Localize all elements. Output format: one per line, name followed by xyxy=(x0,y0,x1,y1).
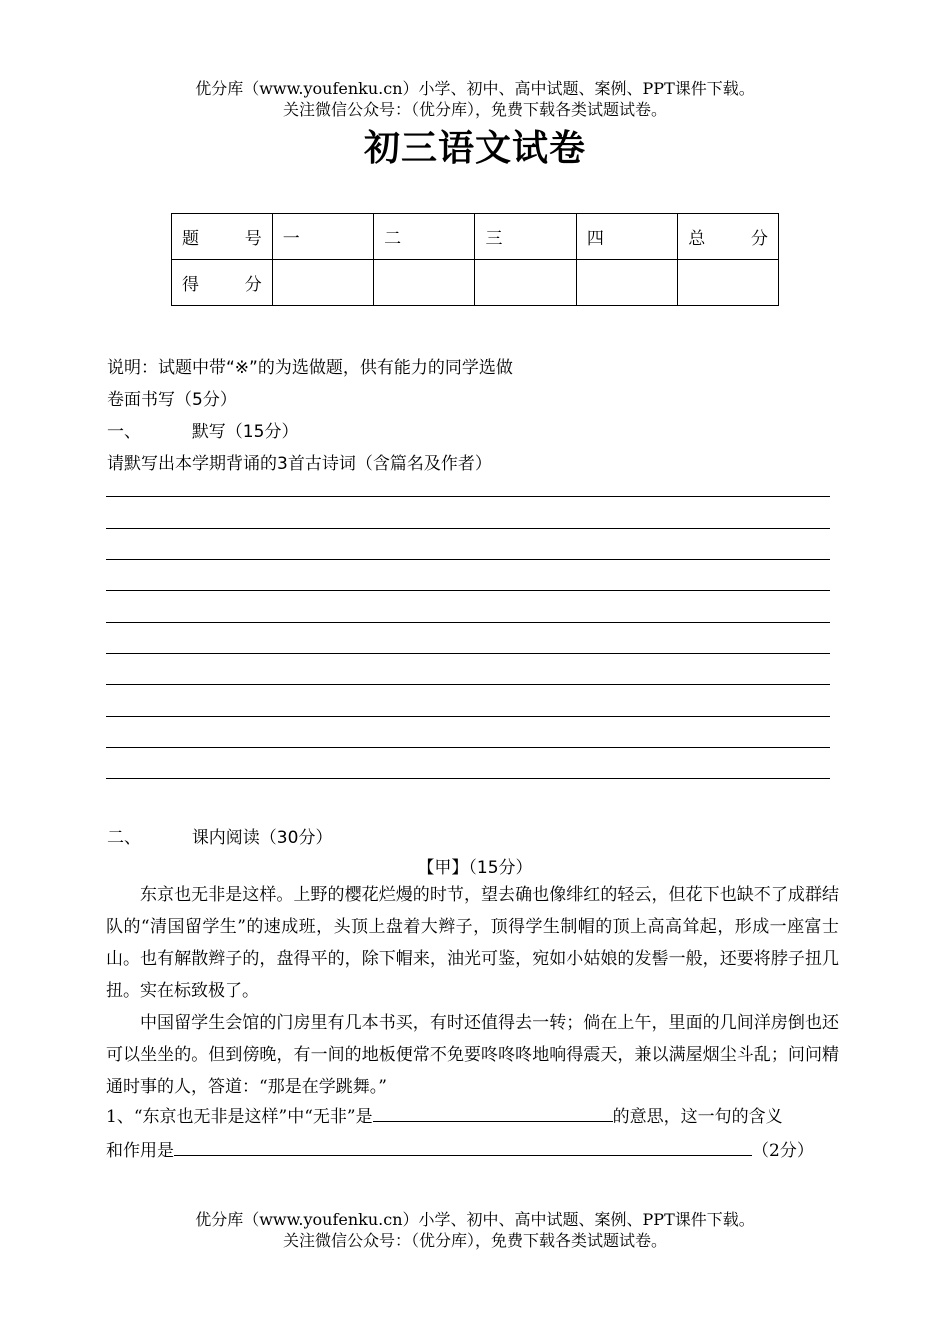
answer-line-3[interactable] xyxy=(106,559,830,560)
score-table-col-2: 二 xyxy=(374,214,475,260)
section-2-title: 课内阅读（30分） xyxy=(191,828,333,848)
answer-line-7[interactable] xyxy=(106,684,830,685)
question-1 xyxy=(106,1100,839,1168)
explanation-note: 说明：试题中带“※”的为选做题，供有能力的同学选做 xyxy=(107,358,513,378)
answer-line-8[interactable] xyxy=(106,716,830,717)
footer-line-2: 关注微信公众号：（优分库），免费下载各类试题试卷。 xyxy=(282,1231,667,1250)
score-cell-3[interactable] xyxy=(475,260,576,306)
answer-line-10[interactable] xyxy=(106,778,830,779)
score-cell-1[interactable] xyxy=(272,260,373,306)
section-1-title: 默写（15分） xyxy=(191,422,299,442)
score-table-col-1: 一 xyxy=(272,214,373,260)
score-table-label-score: 得 分 xyxy=(172,260,273,306)
handwriting-note: 卷面书写（5分） xyxy=(107,390,237,410)
score-table-col-4: 四 xyxy=(576,214,677,260)
score-cell-4[interactable] xyxy=(576,260,677,306)
answer-line-4[interactable] xyxy=(106,590,830,591)
section-1-instruction: 请默写出本学期背诵的3首古诗词（含篇名及作者） xyxy=(107,454,492,474)
section-2-heading xyxy=(107,823,332,848)
question-1-blank-1[interactable] xyxy=(373,1103,613,1122)
score-table-col-total: 总 分 xyxy=(678,214,779,260)
score-table-col-3: 三 xyxy=(475,214,576,260)
score-cell-total[interactable] xyxy=(678,260,779,306)
section-1-heading xyxy=(107,417,298,442)
answer-line-9[interactable] xyxy=(106,747,830,748)
score-table-score-row xyxy=(172,260,779,306)
score-table xyxy=(171,213,779,306)
passage-a-paragraph-2: 中国留学生会馆的门房里有几本书买，有时还值得去一转；倘在上午，里面的几间洋房倒也还可以坐坐的。但到傍晚，有一间的地板便常不免要咚咚咚地响得震天，兼以满屋烟尘斗乱；问问精通时事的人，答道：“那是在学跳舞。” xyxy=(106,1013,839,1097)
header-line-2: 关注微信公众号：（优分库），免费下载各类试题试卷。 xyxy=(282,100,667,119)
question-1-blank-2[interactable] xyxy=(174,1137,752,1156)
footer-line-1: 优分库（www.youfenku.cn）小学、初中、高中试题、案例、PPT课件下载。 xyxy=(195,1210,755,1229)
answer-line-6[interactable] xyxy=(106,653,830,654)
score-table-label-question: 题 号 xyxy=(172,214,273,260)
score-cell-2[interactable] xyxy=(374,260,475,306)
answer-line-1[interactable] xyxy=(106,496,830,497)
header-line-1: 优分库（www.youfenku.cn）小学、初中、高中试题、案例、PPT课件下载。 xyxy=(195,79,755,98)
answer-line-5[interactable] xyxy=(106,622,830,623)
question-1-text-c: 和作用是 xyxy=(106,1141,174,1161)
passage-a-heading: 【甲】（15分） xyxy=(417,858,533,878)
section-2-number: 二、 xyxy=(107,828,141,848)
answer-line-2[interactable] xyxy=(106,528,830,529)
question-1-text-a: 1、“东京也无非是这样”中“无非”是 xyxy=(106,1107,373,1127)
question-1-text-b: 的意思，这一句的含义 xyxy=(612,1107,783,1127)
score-table-header-row xyxy=(172,214,779,260)
question-1-points: （2分） xyxy=(752,1141,814,1161)
passage-a-paragraph-1: 东京也无非是这样。上野的樱花烂熳的时节，望去确也像绯红的轻云，但花下也缺不了成群结队的“清国留学生”的速成班，头顶上盘着大辫子，顶得学生制帽的顶上高高耸起，形成一座富士山。也有解散辫子的，盘得平的，除下帽来，油光可鉴，宛如小姑娘的发髻一般，还要将脖子扭几扭。实在标致极了。 xyxy=(106,885,839,1001)
section-1-number: 一、 xyxy=(107,422,141,442)
page-title: 初三语文试卷 xyxy=(363,128,586,169)
